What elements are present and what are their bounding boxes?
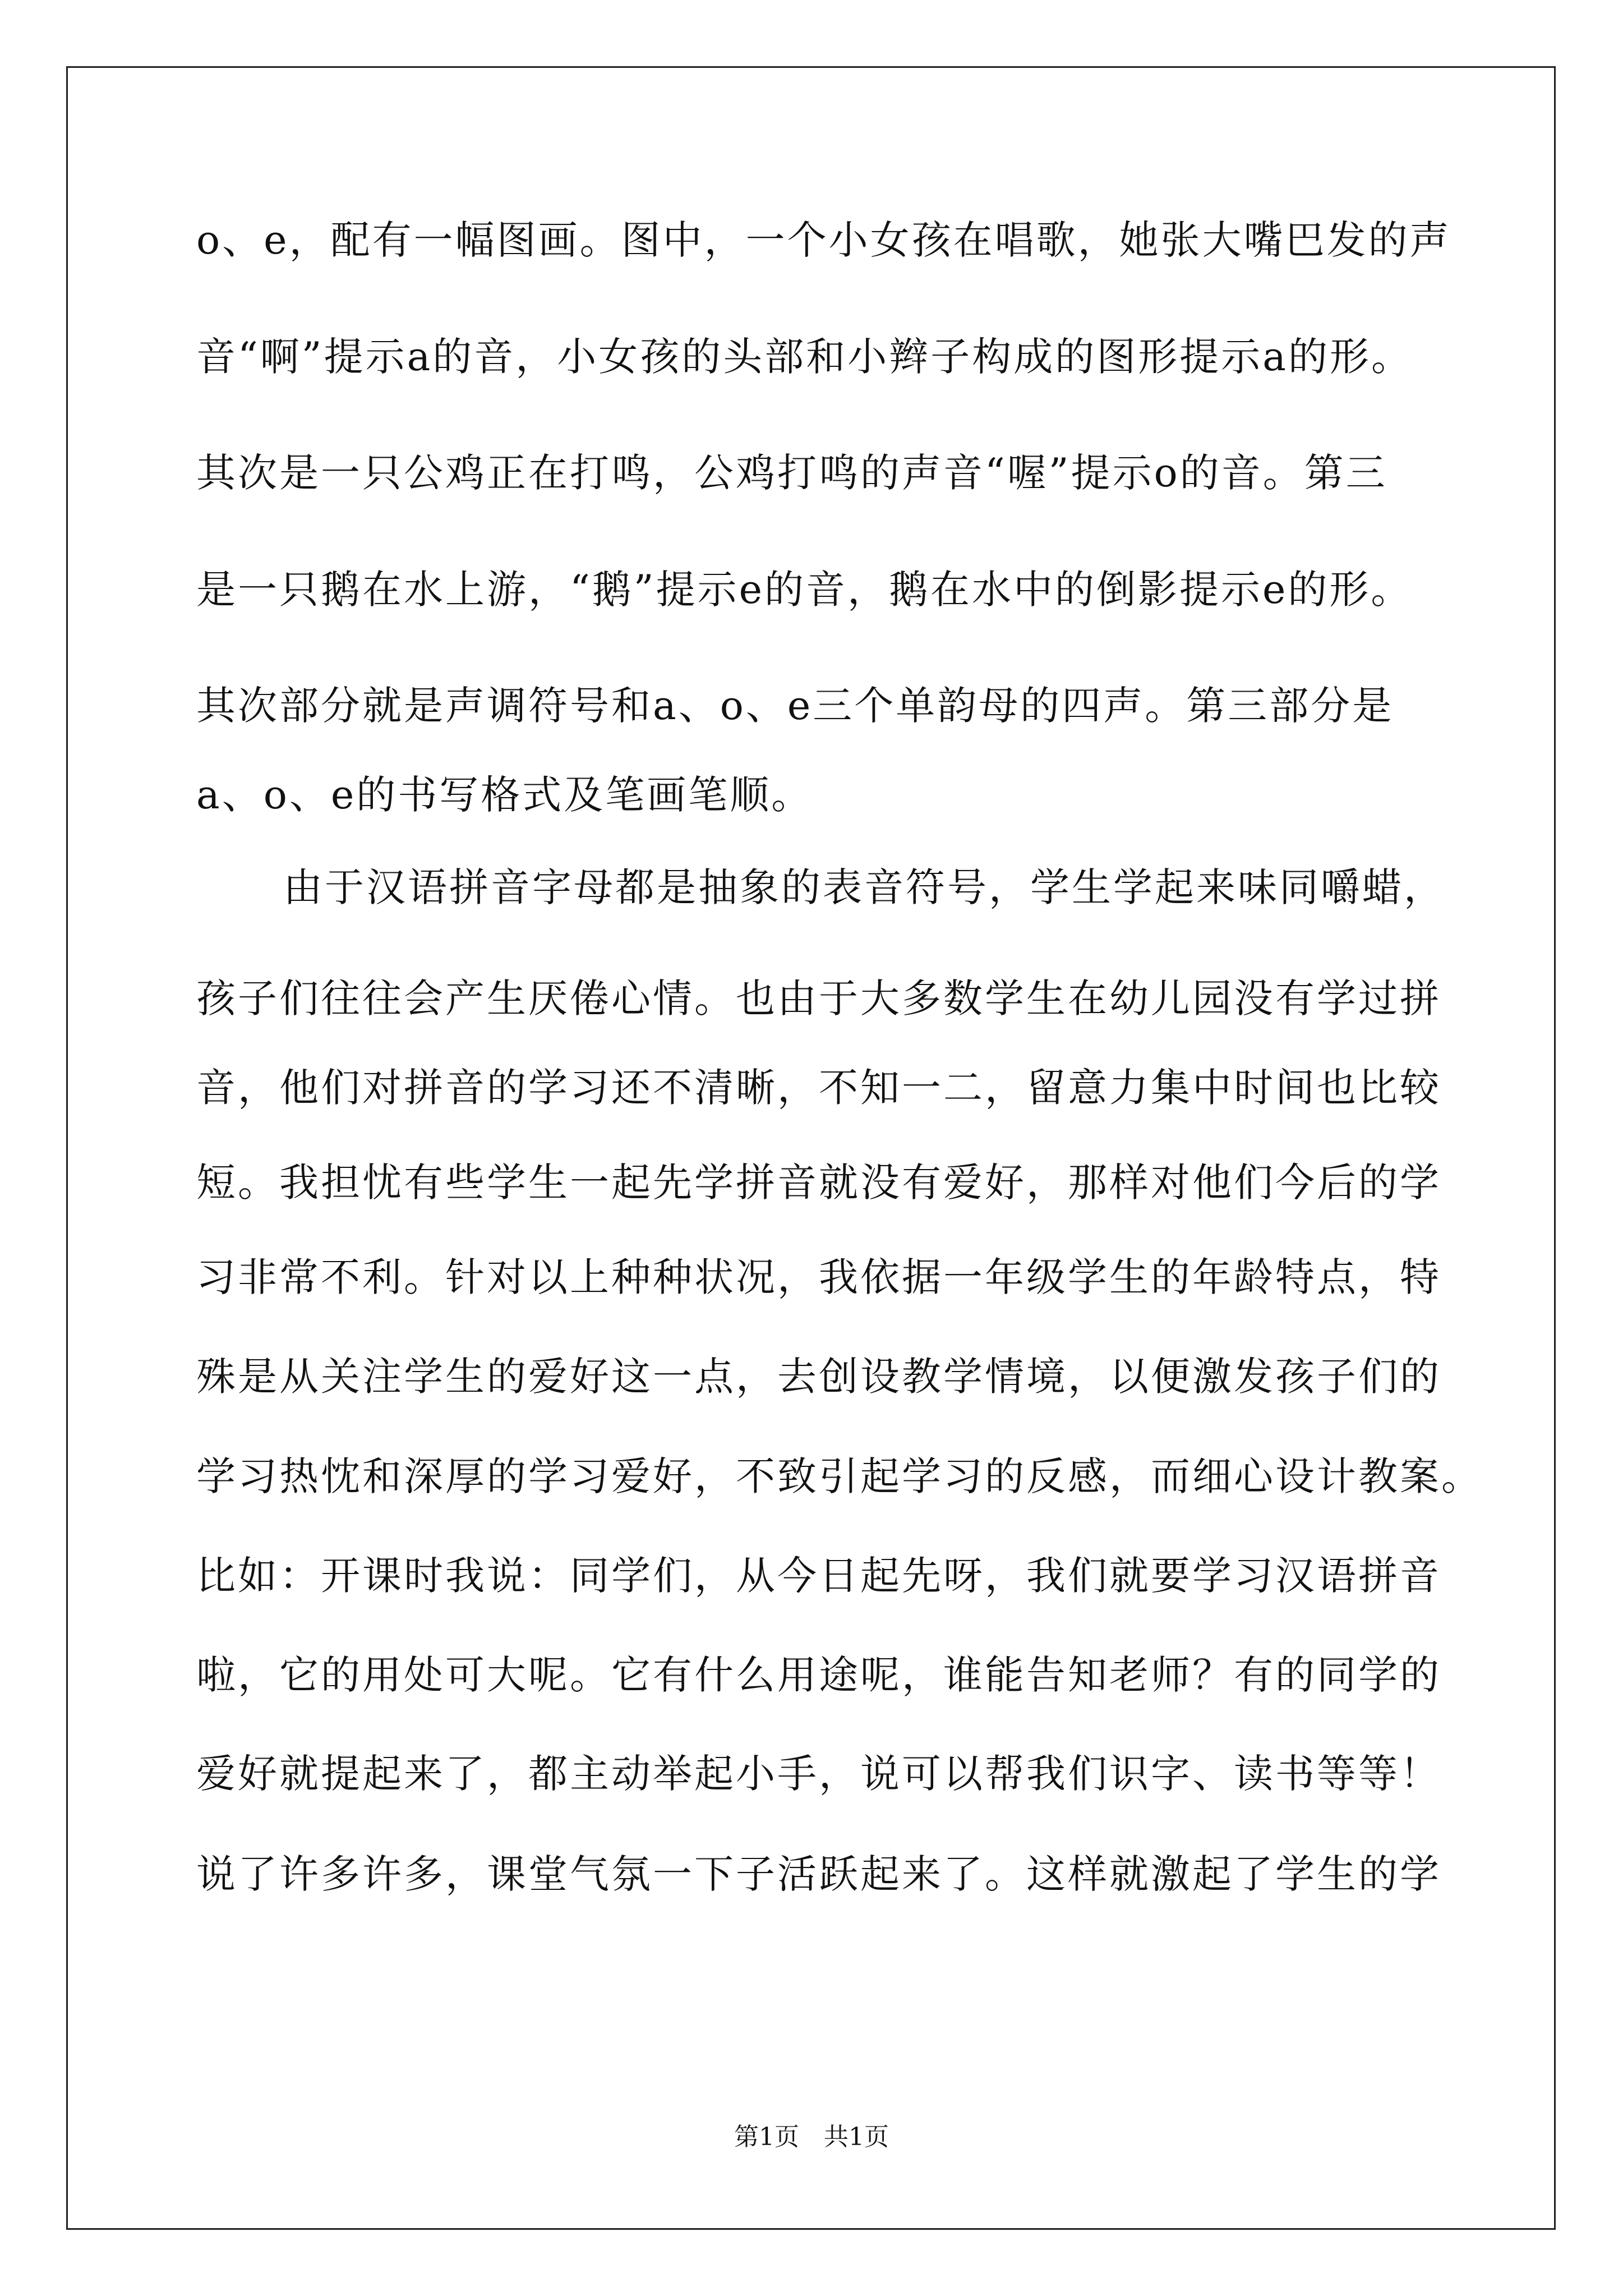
text-line: 学习热忱和深厚的学习爱好，不致引起学习的反感，而细心设计教案。	[196, 1453, 1483, 1499]
page-number-footer: 第1页 共1页	[734, 2123, 889, 2151]
text-line: 音，他们对拼音的学习还不清晰，不知一二，留意力集中时间也比较	[196, 1065, 1441, 1111]
text-line: 其次部分就是声调符号和a、o、e三个单韵母的四声。第三部分是	[196, 683, 1394, 729]
text-line: 是一只鹅在水上游，“鹅”提示e的音，鹅在水中的倒影提示e的形。	[196, 567, 1413, 613]
text-line: 音“啊”提示a的音，小女孩的头部和小辫子构成的图形提示a的形。	[196, 334, 1413, 380]
page-frame	[66, 66, 1556, 2230]
text-line: 习非常不利。针对以上种种状况，我依据一年级学生的年龄特点，特	[196, 1254, 1441, 1300]
text-line: 爱好就提起来了，都主动举起小手，说可以帮我们识字、读书等等！	[196, 1751, 1441, 1797]
text-line: 殊是从关注学生的爱好这一点，去创设教学情境，以便激发孩子们的	[196, 1354, 1441, 1400]
text-line: 其次是一只公鸡正在打鸣，公鸡打鸣的声音“喔”提示o的音。第三	[196, 450, 1387, 496]
text-line: 短。我担忧有些学生一起先学拼音就没有爱好，那样对他们今后的学	[196, 1159, 1441, 1205]
paragraph-first-line: 由于汉语拼音字母都是抽象的表音符号，学生学起来味同嚼蜡，	[283, 864, 1445, 910]
text-line: 孩子们往往会产生厌倦心情。也由于大多数学生在幼儿园没有学过拼	[196, 976, 1441, 1022]
text-line: o、e，配有一幅图画。图中，一个小女孩在唱歌，她张大嘴巴发的声	[196, 217, 1451, 263]
text-line: 啦，它的用处可大呢。它有什么用途呢，谁能告知老师？有的同学的	[196, 1652, 1441, 1698]
text-line: 比如：开课时我说：同学们，从今日起先呀，我们就要学习汉语拼音	[196, 1553, 1441, 1599]
text-line: a、o、e的书写格式及笔画笔顺。	[196, 772, 813, 818]
text-line: 说了许多许多，课堂气氛一下子活跃起来了。这样就激起了学生的学	[196, 1851, 1441, 1897]
